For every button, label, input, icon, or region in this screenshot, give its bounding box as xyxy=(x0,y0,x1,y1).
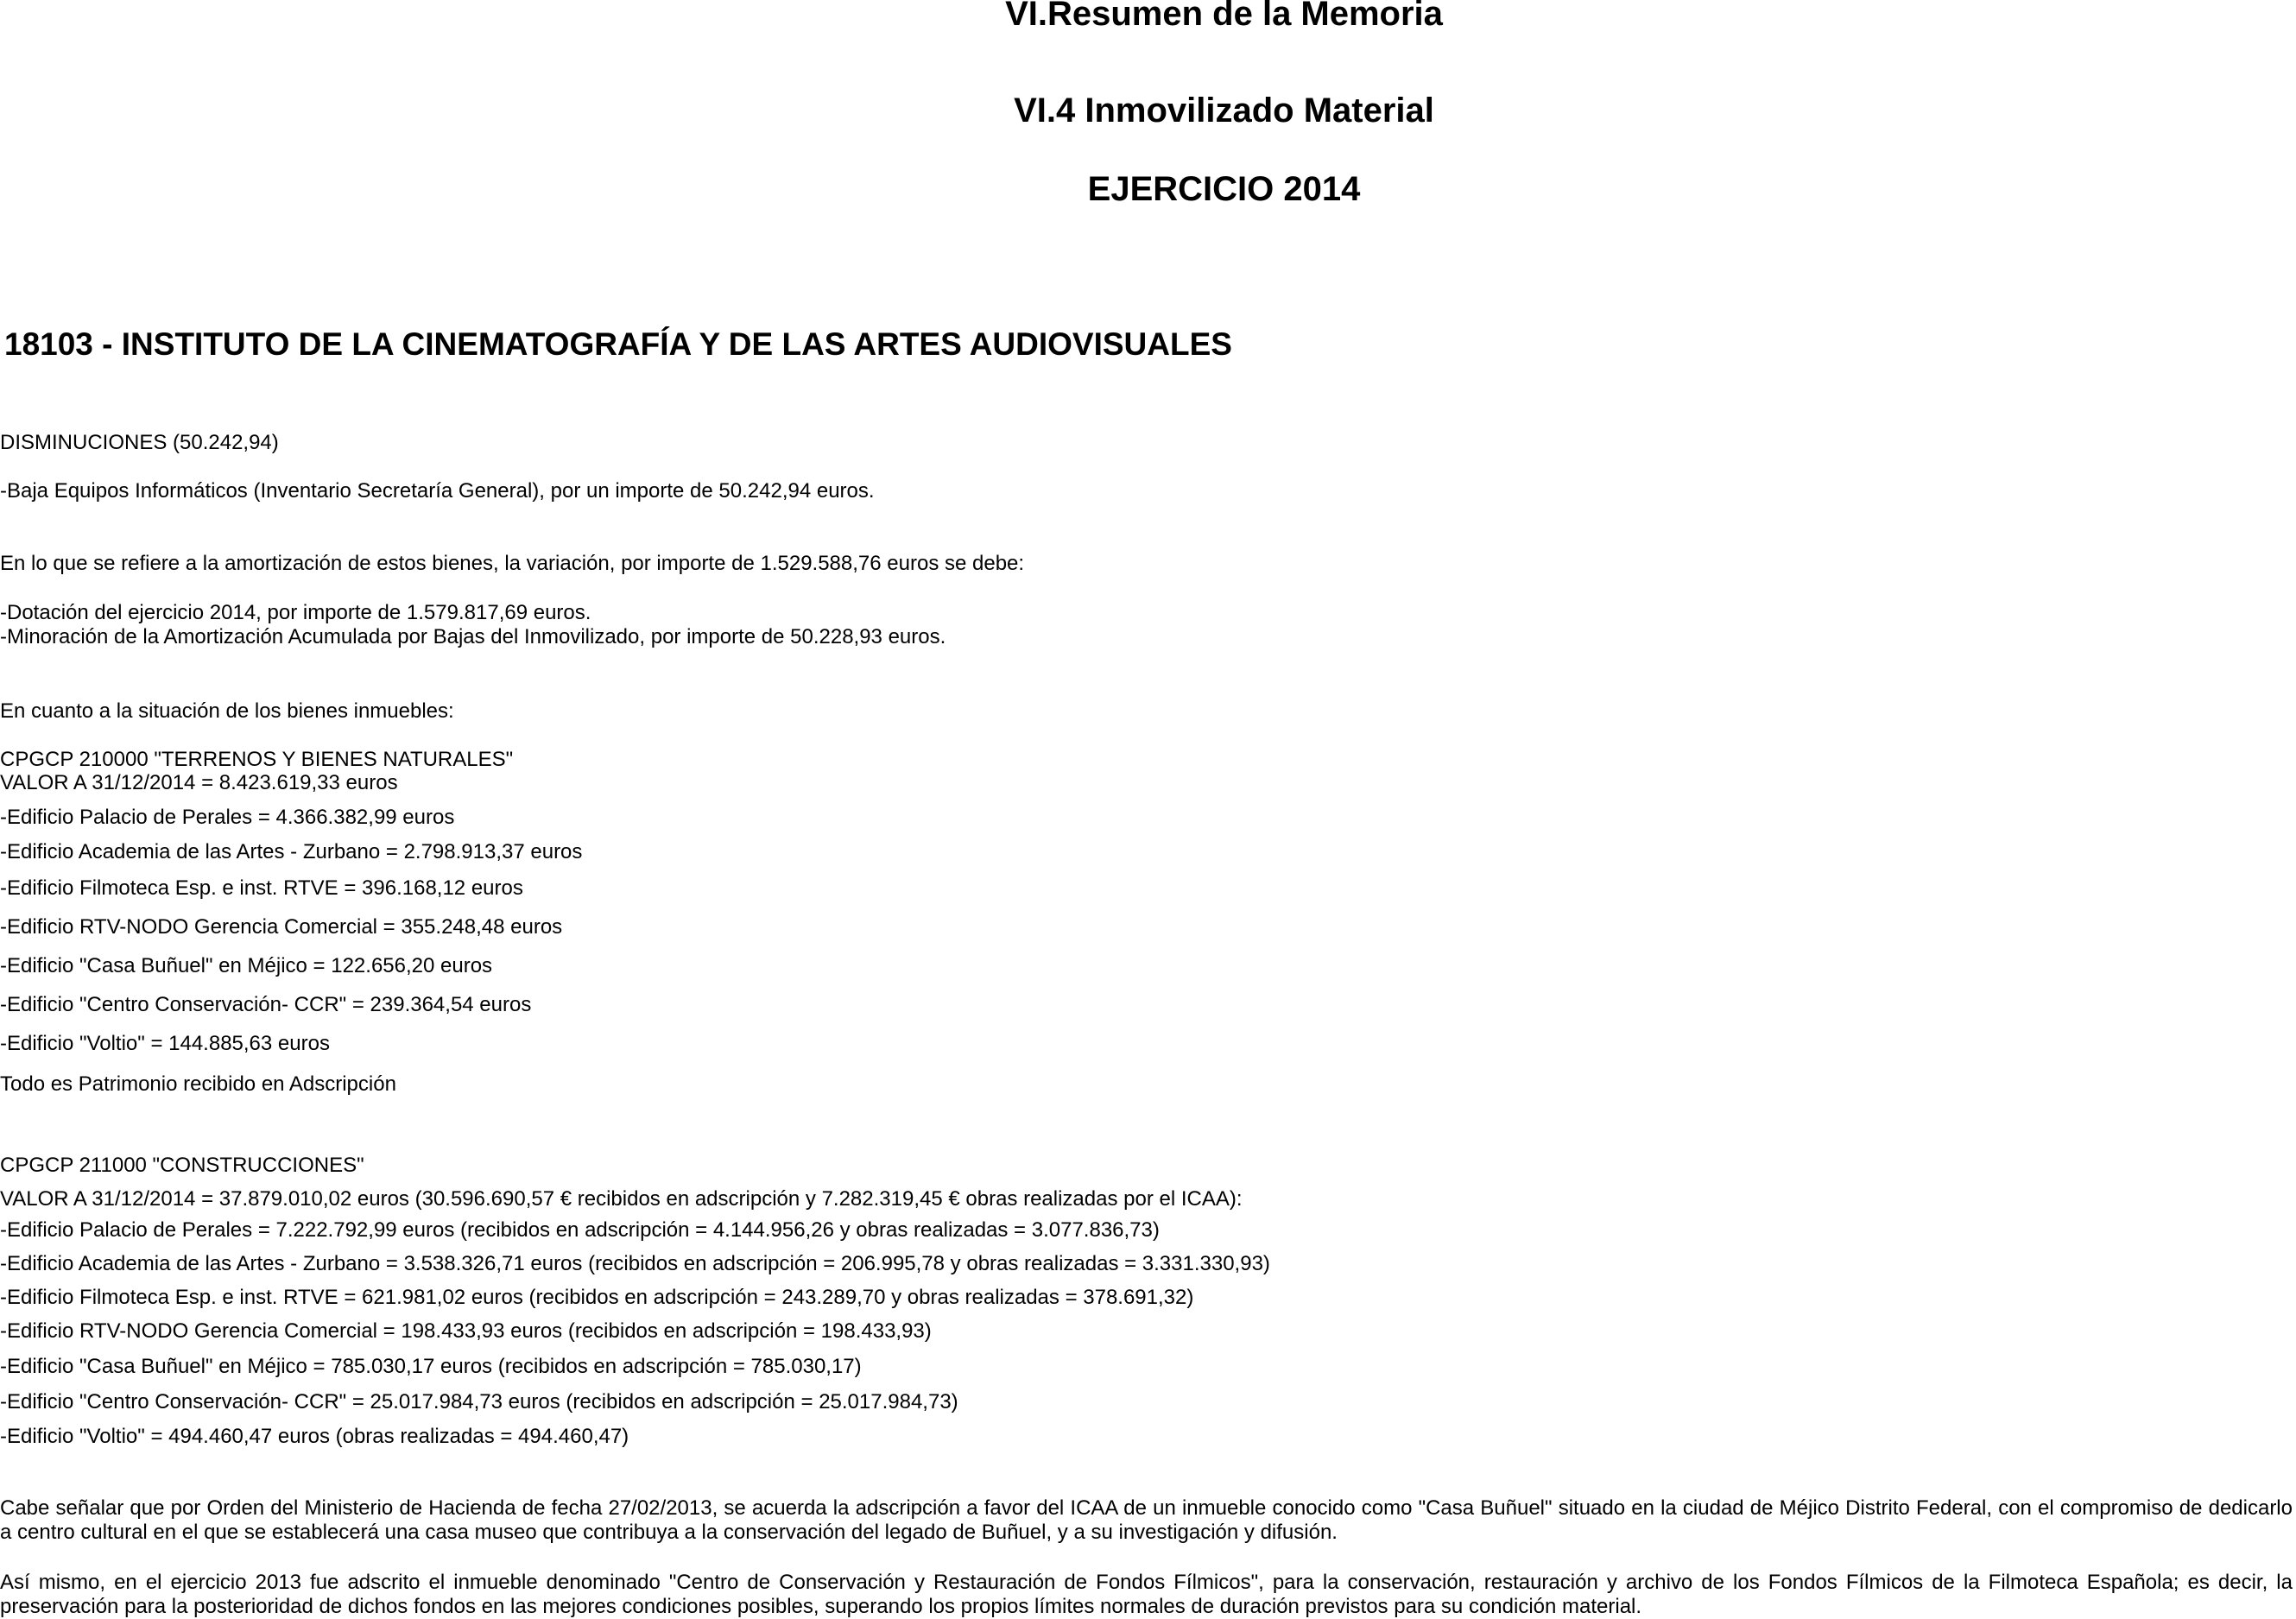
construcciones-item: -Edificio Academia de las Artes - Zurbano = 3.538.326,71 euros (recibidos en adscripción = 206.995,78 y obras realizadas = 3.331.330,93) xyxy=(0,1252,1270,1275)
entity-title: 18103 - INSTITUTO DE LA CINEMATOGRAFÍA Y DE LAS ARTES AUDIOVISUALES xyxy=(4,326,1232,362)
terrenos-item: -Edificio Filmoteca Esp. e inst. RTVE = 396.168,12 euros xyxy=(0,876,523,900)
terrenos-note: Todo es Patrimonio recibido en Adscripción xyxy=(0,1072,396,1096)
construcciones-value: VALOR A 31/12/2014 = 37.879.010,02 euros (30.596.690,57 € recibidos en adscripción y 7.282.319,45 € obras realizadas por el ICAA): xyxy=(0,1187,1243,1211)
terrenos-value: VALOR A 31/12/2014 = 8.423.619,33 euros xyxy=(0,771,398,794)
terrenos-item: -Edificio Palacio de Perales = 4.366.382,99 euros xyxy=(0,806,455,829)
disminuciones-heading: DISMINUCIONES (50.242,94) xyxy=(0,431,279,454)
terrenos-item: -Edificio "Centro Conservación- CCR" = 239.364,54 euros xyxy=(0,993,532,1016)
amortizacion-item: -Minoración de la Amortización Acumulada por Bajas del Inmovilizado, por importe de 50.228,93 euros. xyxy=(0,625,946,648)
construcciones-account: CPGCP 211000 "CONSTRUCCIONES" xyxy=(0,1154,364,1177)
disminuciones-item: -Baja Equipos Informáticos (Inventario Secretaría General), por un importe de 50.242,94 euros. xyxy=(0,479,875,503)
construcciones-item: -Edificio RTV-NODO Gerencia Comercial = 198.433,93 euros (recibidos en adscripción = 198.433,93) xyxy=(0,1319,932,1343)
terrenos-item: -Edificio Academia de las Artes - Zurbano = 2.798.913,37 euros xyxy=(0,840,583,863)
amortizacion-item: -Dotación del ejercicio 2014, por importe de 1.579.817,69 euros. xyxy=(0,601,591,624)
amortizacion-intro: En lo que se refiere a la amortización de estos bienes, la variación, por importe de 1.529.588,76 euros se debe: xyxy=(0,552,1025,575)
construcciones-item: -Edificio "Casa Buñuel" en Méjico = 785.030,17 euros (recibidos en adscripción = 785.030,17) xyxy=(0,1355,862,1378)
paragraph-casa-bunuel: Cabe señalar que por Orden del Ministerio de Hacienda de fecha 27/02/2013, se acuerda la adscripción a favor del ICAA de un inmueble conocido como "Casa Buñuel" situado en la ciudad de Méjico Distrito Federal, con el compromiso de dedicarlo a centro cultural en el que se establecerá una casa museo que contribuya a la conservación del legado de Buñuel, y a su investigación y difusión. xyxy=(0,1496,2293,1544)
terrenos-account: CPGCP 210000 "TERRENOS Y BIENES NATURALES" xyxy=(0,748,514,771)
terrenos-item: -Edificio "Casa Buñuel" en Méjico = 122.656,20 euros xyxy=(0,954,493,977)
inmuebles-intro: En cuanto a la situación de los bienes inmuebles: xyxy=(0,699,454,723)
construcciones-item: -Edificio "Centro Conservación- CCR" = 25.017.984,73 euros (recibidos en adscripción = 25.017.984,73) xyxy=(0,1390,958,1413)
section-title: VI.4 Inmovilizado Material xyxy=(1014,92,1434,130)
paragraph-centro-conservacion: Así mismo, en el ejercicio 2013 fue adscrito el inmueble denominado "Centro de Conservación y Restauración de Fondos Fílmicos", para la conservación, restauración y archivo de los Fondos Fílmicos de la Filmoteca Española; es decir, la preservación para la posterioridad de dichos fondos en las mejores condiciones posibles, superando los propios límites normales de duración previstos para su condición material. xyxy=(0,1571,2293,1618)
construcciones-item: -Edificio "Voltio" = 494.460,47 euros (obras realizadas = 494.460,47) xyxy=(0,1425,629,1448)
construcciones-item: -Edificio Palacio de Perales = 7.222.792,99 euros (recibidos en adscripción = 4.144.956,26 y obras realizadas = 3.077.836,73) xyxy=(0,1218,1160,1242)
fiscal-year-title: EJERCICIO 2014 xyxy=(1087,170,1361,208)
page-title: VI.Resumen de la Memoria xyxy=(1005,0,1443,33)
construcciones-item: -Edificio Filmoteca Esp. e inst. RTVE = 621.981,02 euros (recibidos en adscripción = 243.289,70 y obras realizadas = 378.691,32) xyxy=(0,1286,1194,1309)
terrenos-item: -Edificio "Voltio" = 144.885,63 euros xyxy=(0,1032,330,1055)
terrenos-item: -Edificio RTV-NODO Gerencia Comercial = 355.248,48 euros xyxy=(0,915,563,939)
